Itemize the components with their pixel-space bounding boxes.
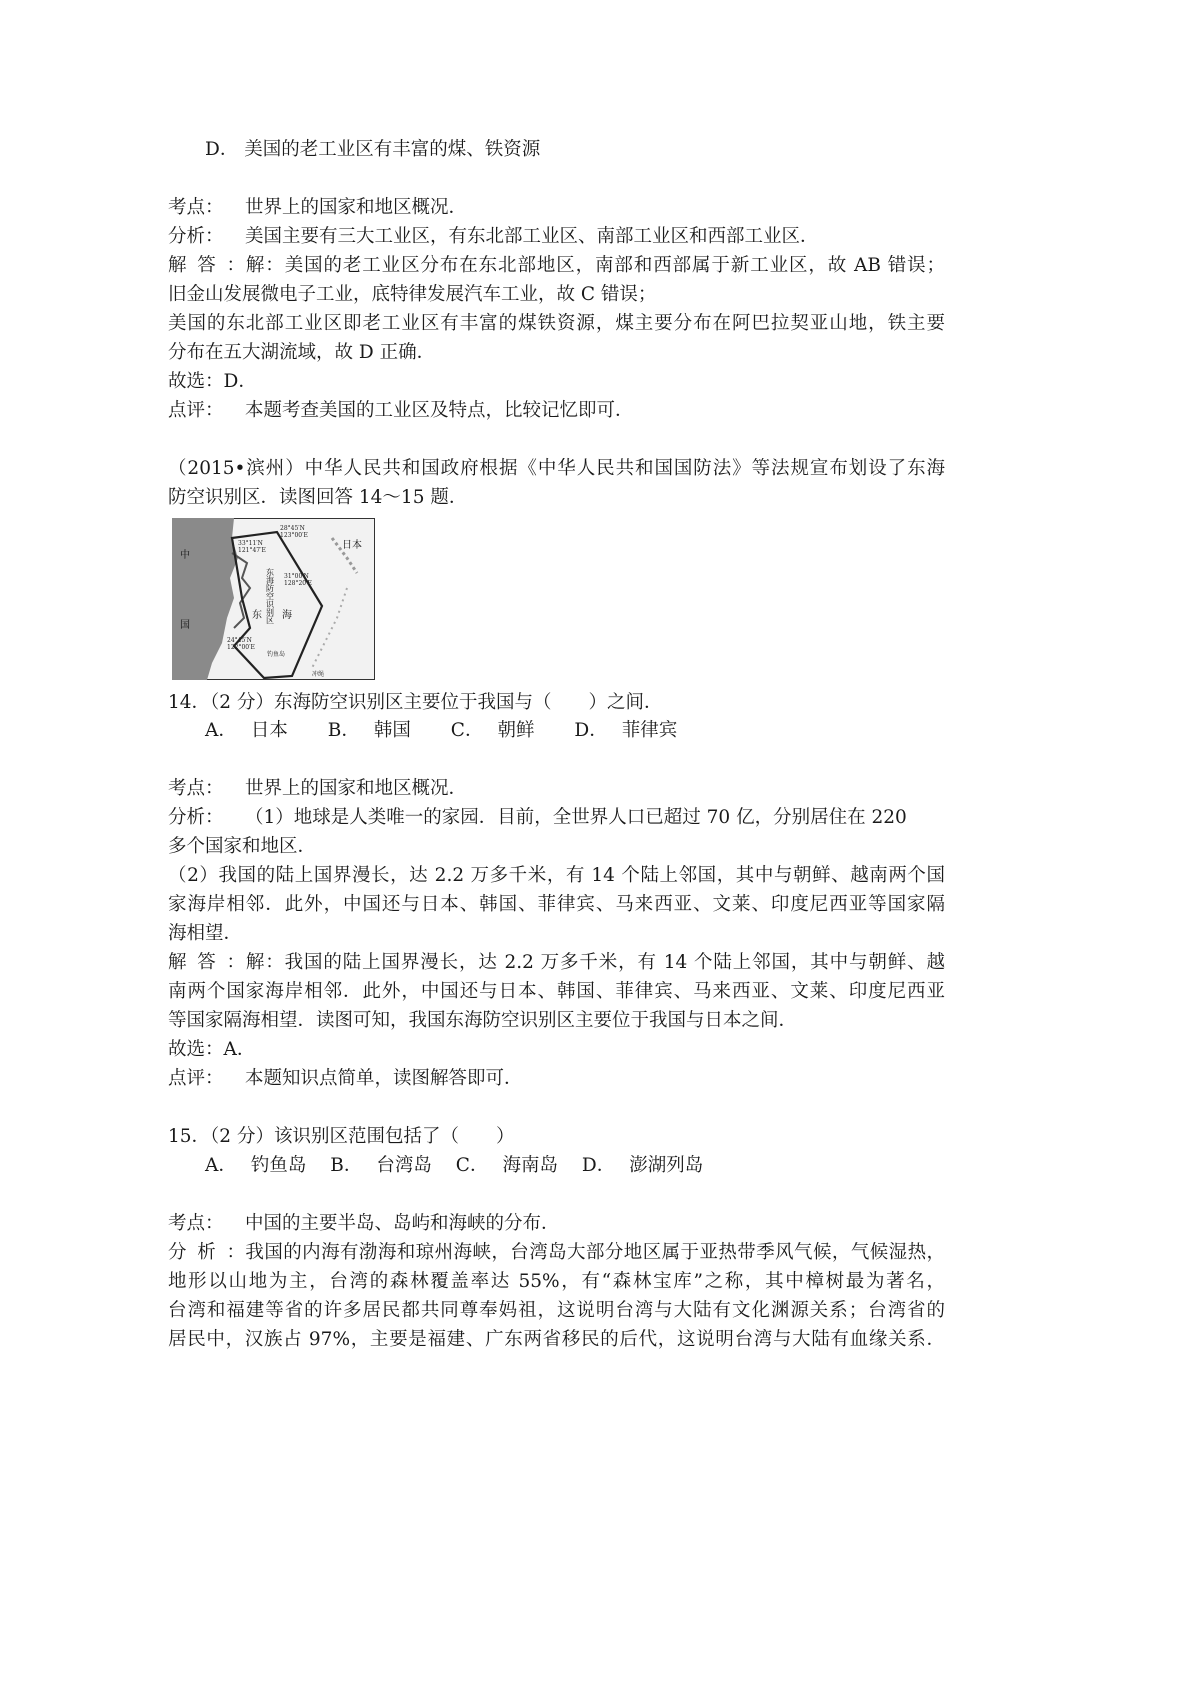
label: 解答： [168, 255, 245, 276]
map-label-sea: 海 [282, 610, 292, 621]
option-b: B． 台湾岛 [330, 1155, 432, 1176]
fenxi-line: （2）我国的陆上国界漫长，达 2.2 万多千米，有 14 个陆上邻国，其中与朝鲜、越南两个国 [168, 865, 945, 886]
map-label-zone: 东海防空识别区 [265, 568, 275, 624]
fenxi-row [168, 225, 945, 249]
map-label-island: 钓鱼岛 [267, 651, 286, 658]
label: 分析： [168, 1242, 245, 1263]
jieda-line: 旧金山发展微电子工业，底特律发展汽车工业，故 C 错误； [168, 284, 657, 305]
fenxi-line: 台湾和福建等省的许多居民都共同尊奉妈祖，这说明台湾与大陆有文化渊源关系；台湾省的 [168, 1300, 945, 1321]
fenxi-text: 美国主要有三大工业区，有东北部工业区、南部工业区和西部工业区． [245, 226, 819, 247]
jieda-text: 解：美国的老工业区分布在东北部地区，南部和西部属于新工业区，故 AB 错误； [245, 255, 945, 276]
option-c: C． 海南岛 [455, 1155, 558, 1176]
option-a: A． 日本 [205, 720, 288, 741]
dianping-text: 本题知识点简单，读图解答即可． [245, 1068, 523, 1089]
map-coord: 33°11′N [238, 540, 263, 547]
intro-line: 防空识别区．读图回答 14～15 题． [168, 487, 468, 508]
fenxi-text: （1）地球是人类唯一的家园．目前，全世界人口已超过 70 亿，分别居住在 220 [245, 807, 907, 828]
fenxi-line: 居民中，汉族占 97%，主要是福建、广东两省移民的后代，这说明台湾与大陆有血缘关系． [168, 1329, 945, 1350]
map-coord: 128°20′E [284, 580, 312, 587]
label: 解答： [168, 952, 245, 973]
intro-line: （2015•滨州）中华人民共和国政府根据《中华人民共和国国防法》等法规宣布划设了东海 [168, 458, 945, 479]
map-coord: 123°00′E [280, 532, 308, 539]
jieda-text: 解：我国的陆上国界漫长，达 2.2 万多千米，有 14 个陆上邻国，其中与朝鲜、越 [245, 952, 945, 973]
label: 分析： [168, 807, 224, 828]
kaodian-text: 世界上的国家和地区概况． [245, 197, 468, 218]
map-label-sea: 东 [252, 610, 262, 621]
kaodian-row [168, 1212, 945, 1236]
label: 分析： [168, 226, 224, 247]
q15-options [205, 1154, 982, 1178]
q15-stem: 15．（2 分）该识别区范围包括了（ ） [168, 1126, 515, 1147]
fenxi-line: 多个国家和地区． [168, 836, 317, 857]
map-coord: 31°00′N [284, 573, 309, 580]
map-label-okinawa: 冲绳 [312, 671, 325, 678]
kaodian-row [168, 777, 945, 801]
label: 考点： [168, 1213, 224, 1234]
east-china-sea-adiz-map [172, 518, 375, 680]
kaodian-text: 世界上的国家和地区概况． [245, 778, 468, 799]
map-coord: 24°45′N [227, 637, 252, 644]
map-coord: 121°47′E [238, 547, 266, 554]
label: 考点： [168, 197, 224, 218]
option-d: D． 澎湖列岛 [581, 1155, 704, 1176]
jieda-line: 南两个国家海岸相邻．此外，中国还与日本、韩国、菲律宾、马来西亚、文莱、印度尼西亚 [168, 981, 945, 1002]
jieda-row [168, 951, 945, 975]
fenxi-line: 海相望． [168, 923, 243, 944]
option-d: D． 菲律宾 [574, 720, 678, 741]
map-label-china: 中 [180, 550, 190, 561]
guxuan: 故选：A． [168, 1039, 256, 1060]
fenxi-row [168, 806, 945, 830]
option-d: D． 美国的老工业区有丰富的煤、铁资源 [205, 139, 541, 160]
fenxi-row [168, 1241, 945, 1265]
q14-options [205, 719, 982, 743]
fenxi-line: 地形以山地为主，台湾的森林覆盖率达 55%，有“森林宝库”之称，其中樟树最为著名， [168, 1271, 945, 1292]
option-b: B． 韩国 [327, 720, 411, 741]
map-coord: 28°45′N [280, 525, 305, 532]
dianping-text: 本题考查美国的工业区及特点，比较记忆即可． [245, 400, 634, 421]
map-label-china2: 国 [180, 620, 190, 631]
guxuan: 故选：D． [168, 371, 257, 392]
dianping-row [168, 1067, 945, 1091]
jieda-line: 美国的东北部工业区即老工业区有丰富的煤铁资源，煤主要分布在阿巴拉契亚山地，铁主要 [168, 313, 945, 334]
label: 点评： [168, 400, 224, 421]
kaodian-text: 中国的主要半岛、岛屿和海峡的分布． [245, 1213, 560, 1234]
label: 点评： [168, 1068, 224, 1089]
q14-stem: 14．（2 分）东海防空识别区主要位于我国与（ ）之间． [168, 692, 663, 713]
option-a: A． 钓鱼岛 [205, 1155, 307, 1176]
jieda-row [168, 254, 945, 278]
dianping-row [168, 399, 945, 423]
jieda-line: 等国家隔海相望．读图可知，我国东海防空识别区主要位于我国与日本之间． [168, 1010, 798, 1031]
kaodian-row [168, 196, 945, 220]
fenxi-text: 我国的内海有渤海和琼州海峡，台湾岛大部分地区属于亚热带季风气候，气候湿热， [245, 1242, 945, 1263]
map-coord: 122°00′E [227, 644, 255, 651]
jieda-line: 分布在五大湖流域，故 D 正确． [168, 342, 436, 363]
option-c: C． 朝鲜 [450, 720, 535, 741]
map-label-japan: 日本 [342, 540, 362, 551]
label: 考点： [168, 778, 224, 799]
fenxi-line: 家海岸相邻．此外，中国还与日本、韩国、菲律宾、马来西亚、文莱、印度尼西亚等国家隔 [168, 894, 945, 915]
